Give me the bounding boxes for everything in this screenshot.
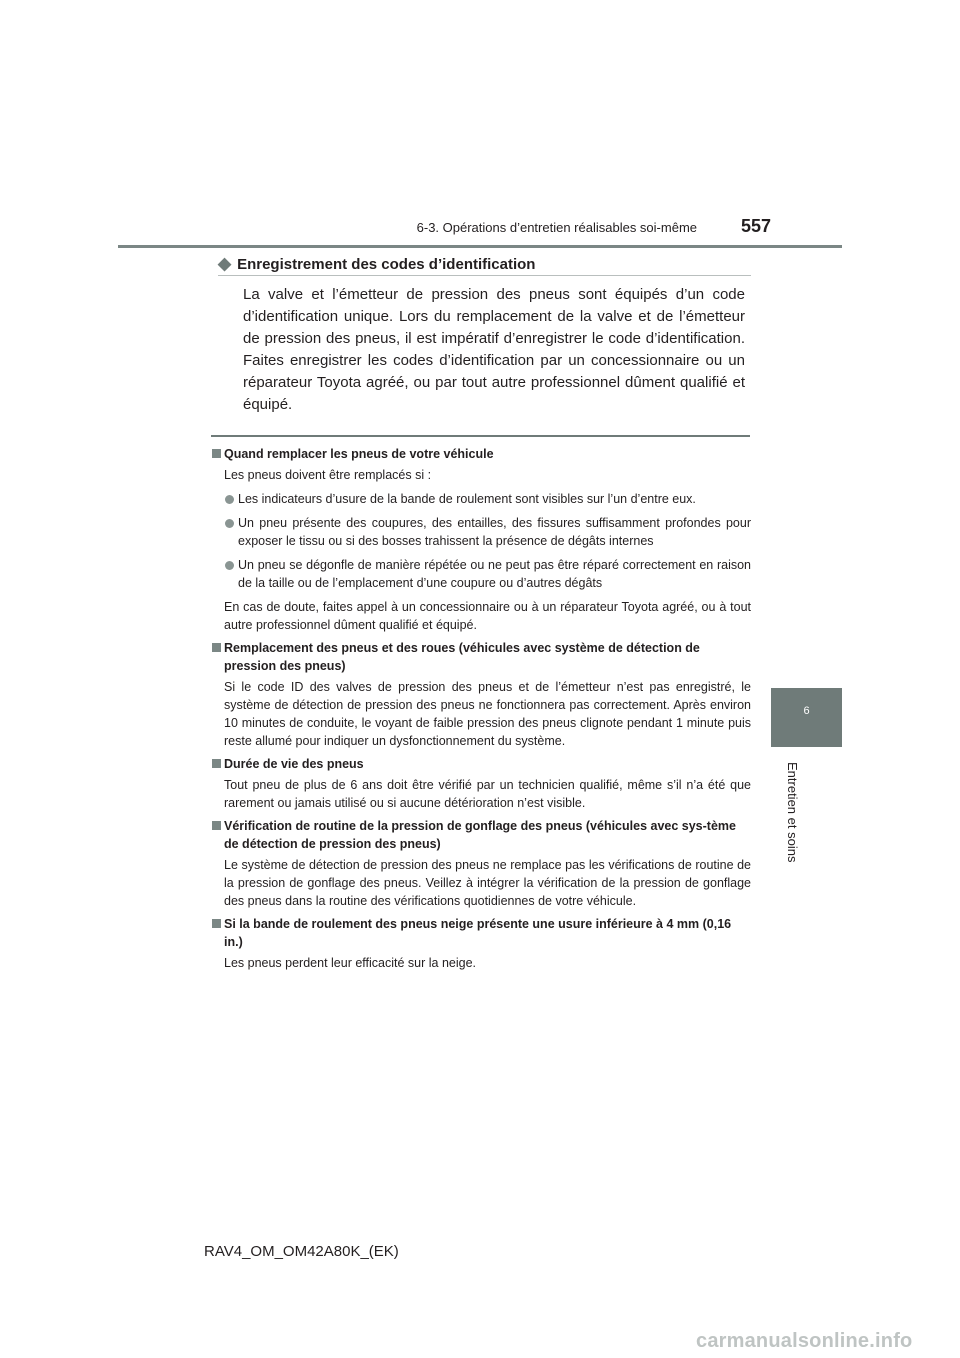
list-item-text: Un pneu se dégonfle de manière répétée ou ne peut pas être réparé correctement en raison de la taille ou de l’emplacement d’une coupure ou d’autres dégâts bbox=[238, 558, 751, 590]
watermark: carmanualsonline.info bbox=[696, 1330, 913, 1352]
note-intro: Les pneus doivent être remplacés si : bbox=[224, 468, 432, 482]
header-divider bbox=[118, 245, 842, 248]
square-bullet-icon bbox=[212, 821, 221, 830]
note-when-replace bbox=[211, 445, 751, 634]
page-number: 557 bbox=[741, 216, 772, 236]
list-item bbox=[211, 490, 751, 508]
chapter-label: Entretien et soins bbox=[785, 762, 800, 863]
chapter-tab bbox=[771, 688, 842, 747]
subsection-divider bbox=[218, 275, 751, 276]
note-title-text: Quand remplacer les pneus de votre véhicule bbox=[224, 447, 494, 461]
note-title bbox=[211, 445, 751, 463]
note-replacement bbox=[211, 639, 751, 750]
notes-section bbox=[211, 445, 751, 977]
list-item-text: Un pneu présente des coupures, des entailles, des fissures suffisamment profondes pour exposer le tissu ou si des bosses trahissent la présence de dégâts internes bbox=[238, 516, 751, 548]
square-bullet-icon bbox=[212, 449, 221, 458]
note-pressure-check bbox=[211, 817, 751, 910]
circle-bullet-icon bbox=[225, 561, 234, 570]
note-title-text: Si la bande de roulement des pneus neige présente une usure inférieure à 4 mm (0,16 in.) bbox=[224, 917, 732, 949]
note-body: Si le code ID des valves de pression des pneus et de l’émetteur n’est pas enregistré, le système de détection de pression des pneus ne fonctionnera pas correctement. Après environ 10 minutes de conduite, le voyant de faible pression des pneus clignote pendant 1 minute puis reste allumé pour indiquer un dysfonctionnement du système. bbox=[224, 680, 751, 748]
square-bullet-icon bbox=[212, 919, 221, 928]
diamond-icon: ◆ bbox=[218, 254, 232, 273]
document-code: RAV4_OM_OM42A80K_(EK) bbox=[204, 1243, 399, 1260]
circle-bullet-icon bbox=[225, 519, 234, 528]
subsection-title: Enregistrement des codes d’identification bbox=[237, 256, 536, 273]
square-bullet-icon bbox=[212, 643, 221, 652]
note-title bbox=[211, 915, 751, 951]
notes-separator bbox=[211, 435, 750, 437]
note-title-text: Vérification de routine de la pression de gonflage des pneus (véhicules avec sys-tème de détection de pression des pneus) bbox=[224, 819, 736, 851]
list-item-text: Les indicateurs d’usure de la bande de roulement sont visibles sur l’un d’entre eux. bbox=[238, 492, 696, 506]
subsection-body: La valve et l’émetteur de pression des pneus sont équipés d’un code d’identification unique. Lors du remplacement de la valve et de l’émetteur de pression des pneus, il est impératif d’enregistrer le code d’identification. Faites enregistrer les codes d’identification par un concessionnaire ou un réparateur Toyota agréé, ou par tout autre professionnel dûment qualifié et équipé. bbox=[243, 286, 745, 413]
circle-bullet-icon bbox=[225, 495, 234, 504]
note-title-text: Remplacement des pneus et des roues (véhicules avec système de détection de pression des pneus) bbox=[224, 641, 700, 673]
note-title bbox=[211, 817, 751, 853]
note-tire-life bbox=[211, 755, 751, 812]
list-item bbox=[211, 556, 751, 592]
chapter-number: 6 bbox=[803, 705, 810, 717]
note-snow-tires bbox=[211, 915, 751, 972]
note-body: Tout pneu de plus de 6 ans doit être vérifié par un technicien qualifié, même s’il n’a été que rarement ou jamais utilisé ou si aucune détérioration n’est visible. bbox=[224, 778, 751, 810]
note-title bbox=[211, 639, 751, 675]
square-bullet-icon bbox=[212, 759, 221, 768]
subsection-heading bbox=[218, 254, 535, 274]
list-item bbox=[211, 514, 751, 550]
note-body: Le système de détection de pression des pneus ne remplace pas les vérifications de routine de la pression de gonflage des pneus. Veillez à intégrer la vérification de la pression de gonflage des pneus dans la routine des vérifications quotidiennes de votre véhicule. bbox=[224, 858, 751, 908]
note-outro: En cas de doute, faites appel à un concessionnaire ou à un réparateur Toyota agréé, ou à tout autre professionnel dûment qualifié et équipé. bbox=[224, 600, 751, 632]
note-title-text: Durée de vie des pneus bbox=[224, 757, 364, 771]
header-section-title: 6-3. Opérations d’entretien réalisables soi-même bbox=[416, 220, 697, 235]
note-body: Les pneus perdent leur efficacité sur la neige. bbox=[224, 956, 477, 970]
note-title bbox=[211, 755, 751, 773]
